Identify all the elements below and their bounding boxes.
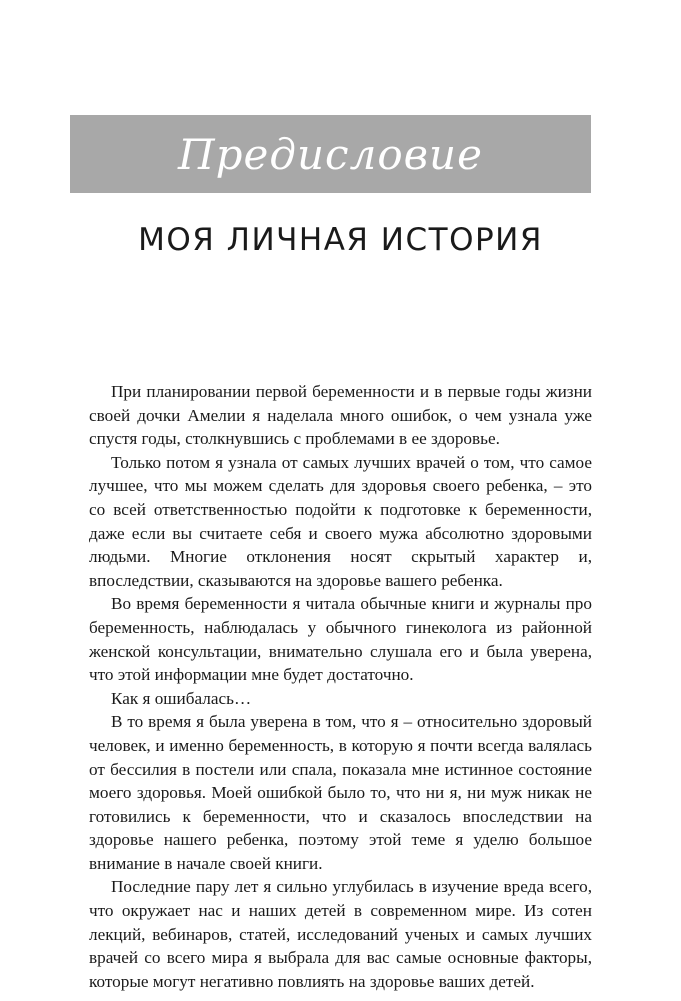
preface-title: Предисловие — [178, 129, 483, 179]
paragraph: Только потом я узнала от самых лучших врачей о том, что самое лучшее, что мы можем сделать для здоровья своего ребенка, – это со всей ответственностью подойти к подготовке к беременности, даже если вы считаете себя и своего мужа абсолютно здоровыми людьми. Многие отклонения носят скрытый характер и, впоследствии, сказываются на здоровье вашего ребенка. — [89, 452, 592, 590]
body-text — [89, 380, 592, 993]
paragraph: При планировании первой беременности и в первые годы жизни своей дочки Амелии я наделала много ошибок, о чем узнала уже спустя годы, столкнувшись с проблемами в ее здоровье. — [89, 382, 592, 449]
paragraph: Как я ошибалась… — [111, 688, 252, 708]
paragraph: Последние пару лет я сильно углубилась в изучение вреда всего, что окружает нас и наших детей в современном мире. Из сотен лекций, вебинаров, статей, исследований ученых и самых лучших врачей со всего мира я выбрала для вас самые основные факторы, которые могут негативно повлиять на здоровье ваших детей. — [89, 877, 592, 991]
chapter-title: МОЯ ЛИЧНАЯ ИСТОРИЯ — [138, 222, 543, 258]
paragraph: Во время беременности я читала обычные книги и журналы про беременность, наблюдалась у обычного гинеколога из районной женской консультации, внимательно слушала его и была уверена, что этой информации мне будет достаточно. — [89, 594, 592, 685]
preface-banner — [70, 115, 591, 193]
paragraph: В то время я была уверена в том, что я – относительно здоровый человек, и именно беременность, в которую я почти всегда валялась от бессилия в постели или спала, показала мне истинное состояние моего здоровья. Моей ошибкой было то, что ни я, ни муж никак не готовились к беременности, что и сказалось впоследствии на здоровье нашего ребенка, поэтому этой теме я уделю большое внимание в начале своей книги. — [89, 712, 592, 873]
